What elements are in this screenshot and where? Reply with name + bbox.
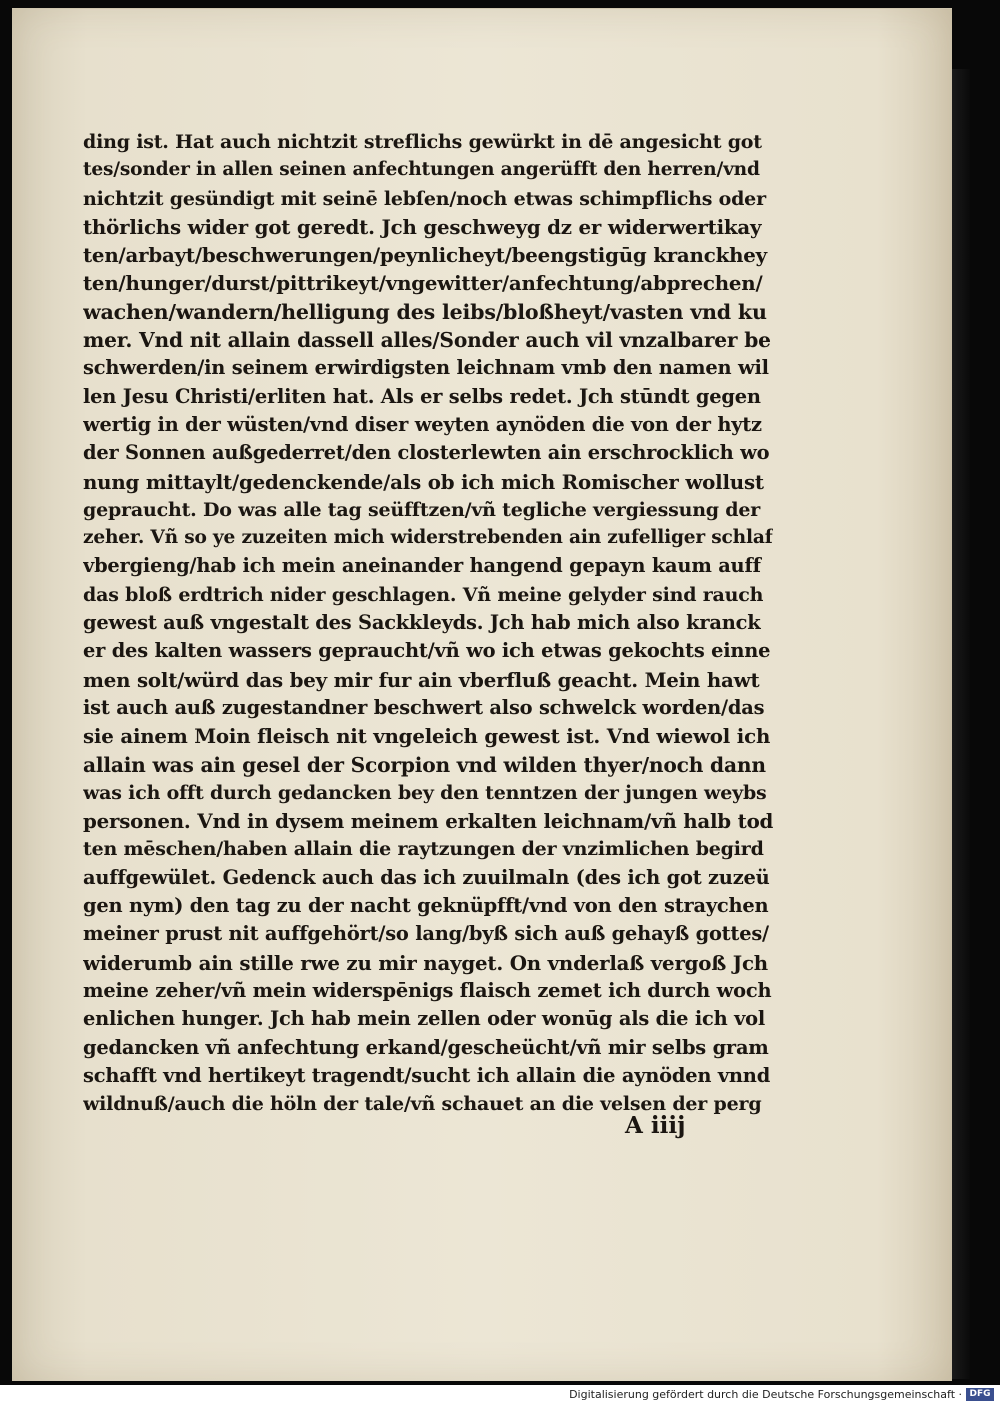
text-line: ist auch auß zugestandner beschwert also schwelck worden/das xyxy=(83,695,765,719)
text-line: meiner prust nit auffgehört/so lang/byß sich auß gehayß gottes/ xyxy=(83,922,769,946)
dfg-logo-icon: DFG xyxy=(966,1388,994,1401)
text-line: len Jesu Christi/erliten hat. Als er selbs redet. Jch stūndt gegen xyxy=(83,384,761,408)
text-line: zeher. Vñ so ye zuzeiten mich widerstrebenden ain zufelliger schlaf xyxy=(83,527,773,549)
page-edge-shadow xyxy=(952,69,970,1379)
text-line: men solt/würd das bey mir fur ain vberfluß geacht. Mein hawt xyxy=(83,667,760,692)
text-line: ten mēschen/haben allain die raytzungen der vnzimlichen begird xyxy=(83,838,764,861)
text-line: widerumb ain stille rwe zu mir nayget. On vnderlaß vergoß Jch xyxy=(83,950,768,975)
text-line: meine zeher/vñ mein widerspēnigs flaisch zemet ich durch woch xyxy=(83,978,772,1002)
text-line: tes/sonder in allen seinen anfechtungen angerüfft den herren/vnd xyxy=(83,159,760,181)
text-line: gepraucht. Do was alle tag seüfftzen/vñ tegliche vergiessung der xyxy=(83,498,761,521)
text-line: schafft vnd hertikeyt tragendt/sucht ich allain die aynöden vnnd xyxy=(83,1063,771,1087)
text-line: schwerden/in seinem erwirdigsten leichnam vmb den namen wil xyxy=(83,356,769,380)
text-line: das bloß erdtrich nider geschlagen. Vñ meine gelyder sind rauch xyxy=(83,583,764,606)
text-line: allain was ain gesel der Scorpion vnd wilden thyer/noch dann xyxy=(83,752,766,777)
text-line: gewest auß vngestalt des Sackkleyds. Jch hab mich also kranck xyxy=(83,611,761,635)
text-line: personen. Vnd in dysem meinem erkalten leichnam/vñ halb tod xyxy=(83,809,773,834)
text-line: nung mittaylt/gedenckende/als ob ich mich Romischer wollust xyxy=(83,469,764,494)
text-line: ten/hunger/durst/pittrikeyt/vngewitter/anfechtung/abprechen/ xyxy=(83,271,763,296)
text-line: gen nym) den tag zu der nacht geknüpfft/vnd von den straychen xyxy=(83,894,769,918)
text-line: ten/arbayt/beschwerungen/peynlicheyt/beengstigūg kranckhey xyxy=(83,243,767,268)
text-line: thörlichs wider got geredt. Jch geschweyg dz er widerwertikay xyxy=(83,214,762,239)
text-line: er des kalten wassers gepraucht/vñ wo ich etwas gekochts einne xyxy=(83,639,771,663)
text-line: der Sonnen außgederret/den closterlewten ain erschrocklich wo xyxy=(83,441,770,465)
text-line: auffgewület. Gedenck auch das ich zuuilmaln (des ich got zuzeü xyxy=(83,865,770,889)
text-line: enlichen hunger. Jch hab mein zellen oder wonūg als die ich vol xyxy=(83,1007,766,1031)
text-line: nichtzit gesündigt mit seinē lebſen/noch etwas schimpflichs oder xyxy=(83,187,766,210)
text-line: wertig in der wüsten/vnd diser weyten aynöden die von der hytz xyxy=(83,412,762,436)
text-line: mer. Vnd nit allain dassell alles/Sonder auch vil vnzalbarer be xyxy=(83,328,771,353)
text-line: gedancken vñ anfechtung erkand/gescheücht/vñ mir selbs gram xyxy=(83,1035,769,1059)
text-line: was ich offt durch gedancken bey den tenntzen der jungen weybs xyxy=(83,781,767,804)
body-text xyxy=(83,128,773,1118)
footer-bar xyxy=(0,1385,1000,1405)
text-line: wachen/wandern/helligung des leibs/bloßheyt/vasten vnd ku xyxy=(83,299,767,324)
text-line: ding ist. Hat auch nichtzit streflichs gewürkt in dē angesicht got xyxy=(83,131,762,153)
footer-credit: Digitalisierung gefördert durch die Deutsche Forschungsgemeinschaft · xyxy=(569,1388,962,1401)
text-line: wildnuß/auch die höln der tale/vñ schauet an die velsen der perg xyxy=(83,1093,762,1116)
text-line: vbergieng/hab ich mein aneinander hangend gepayn kaum auff xyxy=(83,554,761,578)
text-line: sie ainem Moin fleisch nit vngeleich gewest ist. Vnd wiewol ich xyxy=(83,724,771,749)
signature-mark: A iiij xyxy=(625,1112,686,1139)
